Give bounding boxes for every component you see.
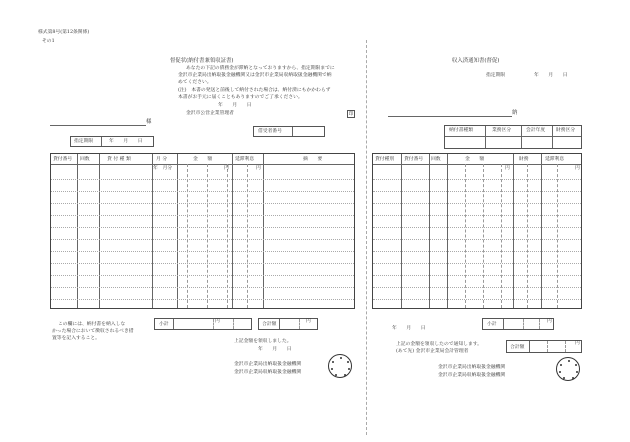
total-label: 合計額 [262, 322, 277, 327]
interest-yen-unit: 円 [256, 166, 261, 171]
deadline-date: 年 月 日 [109, 139, 143, 144]
sama-label: 様 [146, 119, 152, 125]
total-box [258, 318, 318, 330]
right-subtotal-label: 小計 [487, 322, 497, 327]
note-box-line-3: 置等を記入すること。 [52, 336, 100, 341]
right-total-yen: 円 [575, 341, 580, 346]
receipt-line-2: 年 月 日 [258, 347, 292, 352]
right-detail-table [372, 153, 582, 309]
left-title: 督促状(納付書兼領収証書) [170, 58, 234, 64]
total-yen: 円 [306, 319, 311, 324]
interest-yen-unit: 円 [575, 166, 580, 171]
col-count: 回数 [80, 157, 90, 162]
loan-number-label: 借受者番号 [258, 129, 282, 134]
right-deadline-date: 年 月 日 [534, 73, 568, 78]
subtotal-label: 小計 [159, 322, 169, 327]
right-notice-line-2: (あて先) 金沢市企業局会計管理者 [396, 349, 469, 354]
right-receipt-stamp [556, 357, 580, 381]
notice-line-3: めてください。 [178, 80, 212, 85]
receipt-line-1: 上記金額を領収しました。 [234, 339, 292, 344]
col-amount: 金 額 [465, 157, 485, 162]
subtotal-box [154, 318, 252, 330]
col-amount: 金 額 [193, 157, 213, 162]
bank-line-2: 金沢市企業局収納取扱金融機関 [234, 370, 302, 375]
payer-line [388, 116, 512, 117]
col-count: 回数 [431, 157, 441, 162]
loan-number-box [253, 126, 325, 137]
form-number: 様式第8号(第12条関係) [38, 30, 90, 35]
col-month: 月 分 [156, 157, 168, 162]
form-part: その1 [42, 39, 55, 44]
amount-yen-unit: 円 [505, 166, 510, 171]
col-late-interest: 延滞利息 [235, 157, 255, 162]
right-subtotal-yen: 円 [547, 319, 552, 324]
col-loan-number: 貸付番号 [404, 157, 424, 162]
amount-yen-unit: 円 [224, 166, 229, 171]
col-business-class: 業務区分 [492, 128, 512, 133]
note-line-1: (注) 本書の発送と前後して納付された場合は、納付済にもかかわらず [178, 88, 331, 93]
right-bank-line-2: 金沢市企業局収納取扱金融機関 [438, 373, 506, 378]
col-remarks: 摘 要 [303, 157, 323, 162]
perforation-line [366, 40, 367, 435]
col-finance-class: 財務区分 [556, 128, 576, 133]
note-box-line-2: かった場合において徴収されるべき措 [52, 329, 134, 334]
col-loan-number: 貸付番号 [53, 157, 73, 162]
month-unit: 年 月分 [153, 166, 173, 171]
notice-line-2: 金沢市企業局出納取扱金融機関又は金沢市企業局収納取扱金融機関で納 [178, 73, 332, 78]
nou-label: 納 [512, 110, 518, 116]
col-fiscal-year: 会計年度 [526, 128, 546, 133]
addressee-line [50, 125, 146, 126]
note-line-2: 本書がお手元に届くこともありますのでご了承ください。 [178, 95, 303, 100]
right-deadline-label: 指定期限 [486, 73, 506, 78]
col-slip-type: 納付書種類 [449, 128, 473, 133]
receipt-stamp [328, 354, 352, 378]
left-detail-table [50, 153, 355, 309]
col-finance: 財務 [519, 157, 529, 162]
notice-line-1: あなたの下記の債務金が滞納となっておりますから、指定期限までに [186, 66, 335, 71]
seal-box: 印 [348, 112, 354, 117]
col-loan-type: 貸 付 種 類 [107, 157, 131, 162]
col-loan-kind: 貸付種別 [375, 157, 395, 162]
deadline-label: 指定期限 [74, 139, 94, 144]
subtotal-yen: 円 [215, 319, 220, 324]
right-subtotal-box [482, 318, 554, 330]
right-total-box [506, 340, 582, 353]
right-date: 年 月 日 [392, 326, 426, 331]
right-code-box [444, 125, 582, 149]
right-total-label: 合計額 [510, 345, 525, 350]
right-title: 収入済通知書(督促) [452, 58, 500, 64]
deadline-box [70, 136, 154, 147]
right-bank-line-1: 金沢市企業局出納取扱金融機関 [438, 365, 506, 370]
issuer-name: 金沢市公営企業管理者 [186, 111, 234, 116]
issue-date: 年 月 日 [218, 103, 252, 108]
bank-line-1: 金沢市企業局出納取扱金融機関 [234, 362, 302, 367]
note-box-line-1: この欄には、納付書を納入しな [58, 322, 126, 327]
right-notice-line-1: 上記の金額を領収したので通知します。 [396, 342, 482, 347]
col-late-interest: 延滞利息 [545, 157, 565, 162]
